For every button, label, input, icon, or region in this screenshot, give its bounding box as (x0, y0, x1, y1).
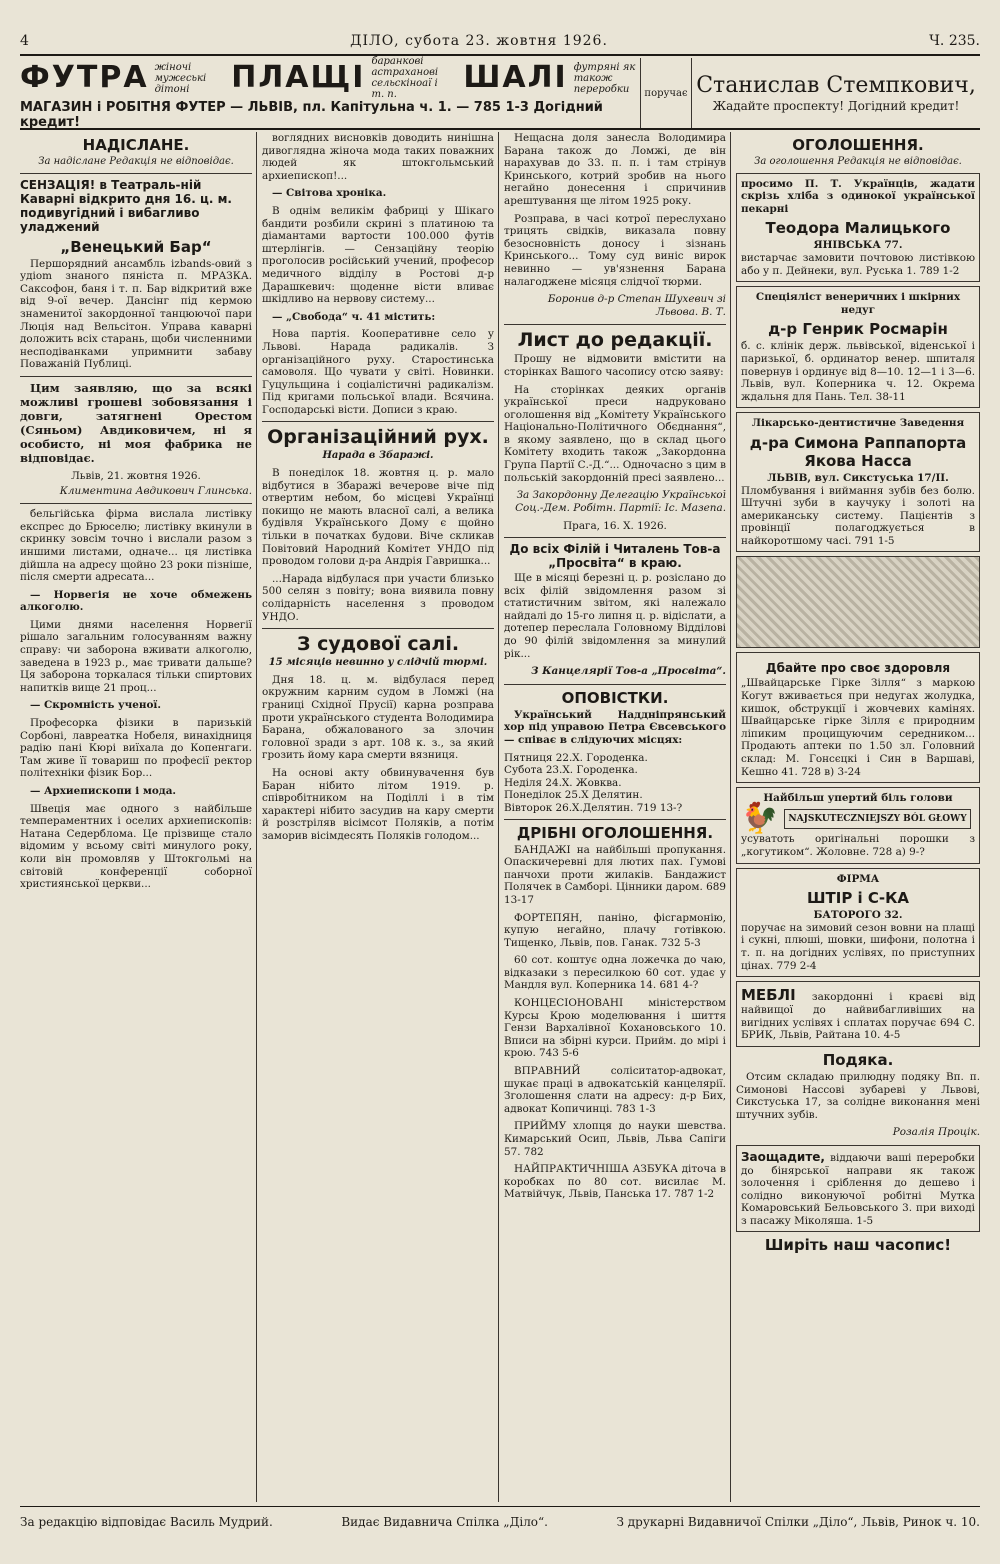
gilding-ad (736, 1145, 980, 1233)
bar-ad-text: Першорядний ансамбль izbands-овий з удіom знаного пяніста п. МРАЗКА. Саксофон, баня і т. п. Бар відкритий вже від 9-ої вечер. Дансінг під кермою знаменитої закордонної танцюючої пари Люція над Bельсітон. Управа каварні доложить всіх старань, щоби численними несподіванками упримнити забаву Поважаній Публиці. (20, 257, 252, 371)
notice-text: Цим заявляю, що за всякі можливі грошеві зобовязання і довги, затягнені Орестом (Сяньом) Авдиковичем, ні я особисто, ні моя фабрика не відповідає. (20, 380, 252, 465)
bar-ad-name: „Венецький Бар“ (60, 237, 212, 256)
divider (504, 324, 726, 325)
event-item: Неділя 24.X. Жовква. (504, 776, 622, 789)
notice-place: Львів, 21. жовтня 1926. (71, 469, 201, 482)
divider (504, 684, 726, 685)
article-signature: За Закордонну Делегацію Української Соц.-Дем. Робітн. Партії: Іс. Мазепа. (515, 489, 726, 514)
herbal-ad-illustration (736, 556, 980, 648)
shtir-ad-text: поручає на зимовий сезон вовни на плащі і сукні, плюші, шовки, шифони, полотна і т. п. на догідних услівях, по приступних цінах. 779 2-4 (741, 921, 975, 972)
divider (262, 628, 494, 629)
gilding-ad-text: віддаючи ваші переробки до бінярської направи як також золочення і сріблення до дешево і солідно виконуючої робітні Мутка Комаровський Бельовського 3. при виході з пасажу Міколяша. 1-5 (741, 1151, 975, 1227)
dentist-ad (736, 412, 980, 552)
small-ad: БАНДАЖІ на найбільші пропукання. Опаскичеревні для лютих пах. Гумові панчохи проти жилаків. Бандажист Полячек в Самборі. Цінники даром. 689 13-17 (504, 843, 726, 906)
section-title-org: Організаційний рух. (267, 426, 489, 449)
dentist-ad-text: Пломбування і виймання зубів без болю. Штучні зуби в каучуку і золоті на американську систему. Пацієнтів з провінції полагоджується в найкоротшому часі. 791 1-5 (741, 484, 975, 547)
thanks-signature: Розалія Процік. (892, 1126, 980, 1139)
article-text: На основі акту обвинувачення був Баран нібито літом 1919. р. співробітником на Поділлі і в тім характері нібито засудив на кару смерти й розстріляв вісімсот Поляків, а потім заморив вісімдесять Поляків голодом... (262, 766, 494, 842)
bakery-ad (736, 173, 980, 283)
gilding-ad-head: Заощадите, (741, 1149, 825, 1164)
column-1 (20, 132, 252, 1502)
thanks-text: Отсим складаю прилюдну подяку Вп. п. Симонові Нассові зубареві у Львові, Сикстуська 17, за солідне виконання мені штучних зубів. (736, 1070, 980, 1121)
doctor-ad-text: б. с. клінік держ. львівської, віденської і паризької, б. ординатор венер. шпиталя повернув і ординує від 8—10. 12—1 і 3—6. Львів, вул. Коперника ч. 12. Окрема ждальня для Пань. Тел. 38-11 (741, 340, 975, 403)
article-heading: — Скромність ученої. (30, 699, 161, 712)
article-text: Прошу не відмовити вмістити на сторінках Вашого часопису отсю заяву: (504, 353, 726, 378)
masthead: ДІЛО, субота 23. жовтня 1926. (350, 33, 608, 49)
event-item: Субота 23.X. Городенка. (504, 764, 638, 777)
headache-ad-text: усуватоть оригінальні порошки з „когутиком“. Жоловне. 728 a) 9-? (741, 833, 975, 858)
small-ad: ВПРАВНИЙ соліситатор-адвокат, шукає праці в адвокатській канцелярії. Зголошення слати на адресу: д-р Бих, адвокат Копичинці. 783 1-3 (504, 1065, 726, 1115)
article-text: В однім великім фабриці у Шікаго бандити розбили скрині з платиною та діамантами вартости 100.000 футів штерлінгів. — Сензаційну теорію проголосив російський учений, професор медичного відділу в Ростові д-р Дарашкевич: щоденне вісти вливає шкідливо на нервову систему... (262, 204, 494, 306)
powder-box-label: NAJSKUTECZNIEJSZY BÓL GŁOWY (784, 809, 970, 830)
page-footer (20, 1506, 980, 1537)
event-list (504, 752, 726, 815)
choir-notice: Український Наддніпрянський хор під управою Петра Євсевського — співає в слідуючих місцях: (504, 708, 726, 746)
section-title-nadislane: НАДІСЛАНЕ. (82, 136, 190, 154)
article-text: Дня 18. ц. м. відбулася перед окружним карним судом в Ломжі (на границі Східної Прусії) карна розправа проти українського студента Володимира Барана, обжалованого за злочин головної зради з арт. 108 к. з., за який грозить йому кара смерти вязниця. (262, 673, 494, 762)
article-text: ...Нарада відбулася при участи близько 500 селян з повіту; вона виявила повну солідарність населення з проводом УНДО. (262, 572, 494, 623)
bakery-ad-text: просимо П. Т. Українців, жадати скрізь хліба з одинокої української пекарні (741, 177, 975, 215)
herbal-ad (736, 652, 980, 783)
headache-ad-head: Найбільш упертий біль голови (763, 792, 953, 805)
section-title-letter: Лист до редакції. (517, 329, 713, 352)
page-header (20, 28, 980, 56)
column-2 (262, 132, 494, 1502)
divider (20, 503, 252, 504)
article-text: воглядних висновків доводить нинішна дивоглядна жіноча мода таких поважних людей як штокгольмський архиепископ!... (262, 132, 494, 182)
shtir-ad-address: БАТОРОГО 32. (813, 909, 903, 922)
article-heading: — Світова хроніка. (272, 187, 387, 200)
section-note: За надіслане Редакція не відповідає. (38, 156, 234, 167)
divider (504, 537, 726, 538)
doctor-ad-head: Спеціяліст венеричних і шкірних недуг (755, 291, 961, 316)
section-title-ads: ОГОЛОШЕННЯ. (792, 136, 924, 154)
stempkovych-name: Станислав Стемпкович, (696, 73, 976, 98)
herbal-ad-text: „Швайцарське Гірке Зілля“ з маркою Когут вживається при недугах жолудка, кишок, обструкції і жовчевих камінях. Швайцарське гірке Зілля є природним ліпиким процищуючим середником... Продають аптеки по 1.50 зл. Головний склад: М. Гонсєцкі і Син в Варшаві, Кешно 41. 728 в) 3-24 (741, 677, 975, 778)
coat-ad-small: баранкові астраханові сельскіноаї і т. п. (371, 56, 439, 100)
article-text: бельгійська фірма вислала листівку експрес до Брюселю; листівку вкинули в скринку зовсім точно і вислали разом з иншими листами, одначе... ця листівка дійшла на адресу щойно 23 роки пізніше, після смерти адресата... (20, 508, 252, 584)
shawl-ad-title: ШАЛІ (463, 60, 568, 95)
bar-ad-headline: СЕНЗАЦІЯ! в Театраль-ній Каварні відкрито дня 16. ц. м. подивугідний і вибагливо уладжений (20, 177, 232, 234)
bakery-ad-name: Теодора Малицького (765, 219, 951, 238)
section-title-announcements: ОПОВІСТКИ. (561, 688, 669, 707)
article-text: Ще в місяці березні ц. р. розіслано до всіх філій звідомлення разом зі статистичним звітом, які належало найдалі до 15-го липня ц. р. відіслати, а дотепер переслала Головному Відділові до 90 філій звідомлення за минулий рік... (504, 572, 726, 660)
divider (262, 421, 494, 422)
small-ad: ПРИЙМУ хлопця до науки шевства. Кимарський Осип, Львів, Льва Сапіги 57. 782 (504, 1120, 726, 1158)
headache-ad (736, 787, 980, 863)
furniture-ad (736, 981, 980, 1047)
fur-ad-title: ФУТРА (20, 60, 149, 95)
section-title-prosvita: До всіх Філій і Читалень Тов-а „Просвіта“ в краю. (509, 542, 721, 571)
article-heading: — Норвегія не хоче обмежень алкоголю. (20, 588, 252, 614)
furniture-ad-text: закордонні і краєві від найвищої до найвибагливіших на вигідних услівях і сплатах поручає 694 С. БРИК, Львів, Райтана 10. 4-5 (741, 991, 975, 1042)
stempkovych-ad (692, 58, 980, 128)
section-subtitle: 15 місяців невинно у слідчій тюрмі. (268, 657, 488, 669)
footer-printer: З друкарні Видавничої Спілки „Діло“, Львів, Ринок ч. 10. (616, 1515, 980, 1529)
dentist-ad-address: ЛЬВІВ, вул. Сикстуська 17/II. (767, 471, 949, 484)
article-text: Швеція має одного з найбільше темпераментних і оселих архиепископів: Натана Седерблома. Це прізвище стало відомим у всьому світі минулого року, коли він промовляв у Штокгольмі на світовій конференції соборної християнської церкви... (20, 802, 252, 891)
event-item: Понеділок 25.X Делятин. (504, 789, 643, 802)
shtir-ad-name: ШТІР і С-КА (806, 889, 910, 908)
small-ad: КОНЦЕСІОНОВАНІ міністерством Курсы Крою моделювання і шиття Гензи Вархалівної Кохановського 10. Вписи на збірні курси. Прийм. до мірі і крою. 743 5-6 (504, 997, 726, 1060)
column-rule (498, 132, 499, 1502)
page-number: 4 (20, 33, 29, 49)
footer-editor: За редакцію відповідає Василь Мудрий. (20, 1515, 273, 1529)
column-rule (256, 132, 257, 1502)
article-place: Прага, 16. X. 1926. (563, 520, 667, 533)
footer-publisher: Видає Видавнича Спілка „Діло“. (341, 1515, 548, 1529)
section-title-court: З судової салі. (296, 633, 460, 656)
article-text: Нова партія. Кооперативне село у Львові. Нарада радикалів. З організаційного руху. Старостинська самоволя. Що чувати у світі. Новинки. Гуцульщина і соціалістичні радикалізм. Під кригами польської влади. Всячина. Господарські вісти. Дописи з краю. (262, 328, 494, 416)
fur-ad-address: МАГАЗИН і РОБІТНЯ ФУТЕР — ЛЬВІВ, пл. Капітульна ч. 1. — 785 1-3 Догідний кредит! (20, 100, 603, 130)
notice-signature: Климентина Авдикович Глинська. (59, 484, 252, 497)
article-heading: — „Свобода“ ч. 41 містить: (272, 310, 436, 323)
article-signature: З Канцелярії Тов-а „Просвіта“. (530, 665, 726, 678)
doctor-ad (736, 286, 980, 408)
fur-ad-small: жіночі мужеські дітоні (154, 61, 207, 95)
small-ad: ФОРТЕПЯН, паніно, фісгармонію, купую негайно, плачу готівкою. Тищенко, Львів, пов. Ганак. 732 5-3 (504, 911, 726, 949)
stempkovych-line2: Жадайте проспекту! Догідний кредит! (712, 99, 960, 113)
shtir-ad-head: ФІРМА (836, 872, 880, 885)
dentist-ad-head: Лікарсько-дентистичне Заведення (751, 417, 965, 430)
furniture-ad-head: МЕБЛІ (741, 986, 796, 1005)
column-rule (730, 132, 731, 1502)
column-3 (504, 132, 726, 1502)
subscribe-banner: Ширіть наш часопис! (764, 1236, 952, 1255)
small-ad: 60 сот. коштує одна ложечка до чаю, відказаки з пересилкою 60 сот. удає у Мандля вул. Коперника 14. 681 4-? (504, 954, 726, 992)
section-title-small-ads: ДРІБНІ ОГОЛОШЕННЯ. (516, 823, 714, 842)
divider (504, 819, 726, 820)
small-ad: НАЙПРАКТИЧНІША АЗБУКА діточа в коробках по 80 сот. висилає М. Матвійчук, Львів, Панська 17. 787 1-2 (504, 1163, 726, 1201)
poruchaye-label: поручає (640, 58, 692, 128)
article-text: В понеділок 18. жовтня ц. р. мало відбутися в Збаражі вечерове віче під отвертим небом, бо місцеві Українці покищо не мають власної салі, а велика будівля Українського Дому є щойно тільки в початках будови. Віче скликав Повітовий Народний Комітет УНДО під проводом голови д-ра Андрія Гавришка... (262, 467, 494, 568)
article-signature: Боронив д-р Степан Шухевич зі Львова. В. Т. (547, 293, 726, 318)
section-note: За оголошення Редакція не відповідає. (754, 156, 962, 167)
column-4 (736, 132, 980, 1502)
article-text: Розправа, в часі котрої переслухано трицять свідків, виказала повну безосновність доносу і зізнань Кринського... Тому суд виніс вирок невинно — ув'язнення Барана налагоджене місяця слідчої тюрми. (504, 212, 726, 288)
shawl-ad-small: футряні як також переробки (573, 61, 636, 95)
issue-number: Ч. 235. (929, 33, 980, 49)
event-item: Пятниця 22.X. Городенка. (504, 751, 648, 764)
rooster-icon: 🐓 (741, 800, 779, 836)
article-text: На сторінках деяких органів української преси надруковано оголошення від „Комітету Українського Національно-Політичного Обєднання“, в якому заявлено, що в склад цього Комітету входить також „Закордонна Група Партії С.-Д.“... Одночасно з цим в польській закордонній пресі заявлено... (504, 383, 726, 484)
section-title-thanks: Подяка. (822, 1050, 894, 1069)
dentist-ad-name: д-ра Симона Раппапорта Якова Насса (749, 433, 967, 470)
article-text: Професорка фізики в паризькій Сорбоні, лавреатка Нобеля, винахідниця радію пані Кюрі виїхала до Копенгаги. Там живе її товариш по професії ректор політехніки фізик Бор... (20, 717, 252, 780)
section-subtitle: Нарада в Збаражі. (322, 450, 434, 462)
event-item: Вівторок 26.X.Делятин. 719 13-? (504, 801, 683, 814)
divider (20, 376, 252, 377)
article-text: Нещасна доля занесла Володимира Барана також до Ломжі, де він нарахував до 33. п. п. і там стрінув Кринського, котрий зробив на нього негайно донесення і спричинив арештування ще літом 1925 року. (504, 132, 726, 207)
shtir-ad (736, 868, 980, 978)
fur-ad (20, 58, 640, 128)
divider (20, 173, 252, 174)
top-ad-banner (20, 58, 980, 130)
herbal-ad-head: Дбайте про своє здоровля (765, 661, 951, 676)
bakery-ad-tail: вистарчає замовити почтовою листівкою або у п. Дейнеки, вул. Руська 1. 789 1-2 (741, 251, 975, 277)
coat-ad-title: ПЛАЩІ (231, 60, 366, 95)
article-text: Цими днями населення Норвегії рішало загальним голосуванням важну справу: чи заборона вживати алкоголю, заведена в 1923 р., має тривати дальше? Ця заборона торкалася тільки спиртових напитків вище 21 проц... (20, 618, 252, 694)
article-heading: — Архиепископи і мода. (30, 785, 177, 797)
bakery-ad-address: ЯНІВСЬКА 77. (813, 239, 903, 252)
doctor-ad-name: д-р Генрик Росмарін (768, 320, 948, 339)
